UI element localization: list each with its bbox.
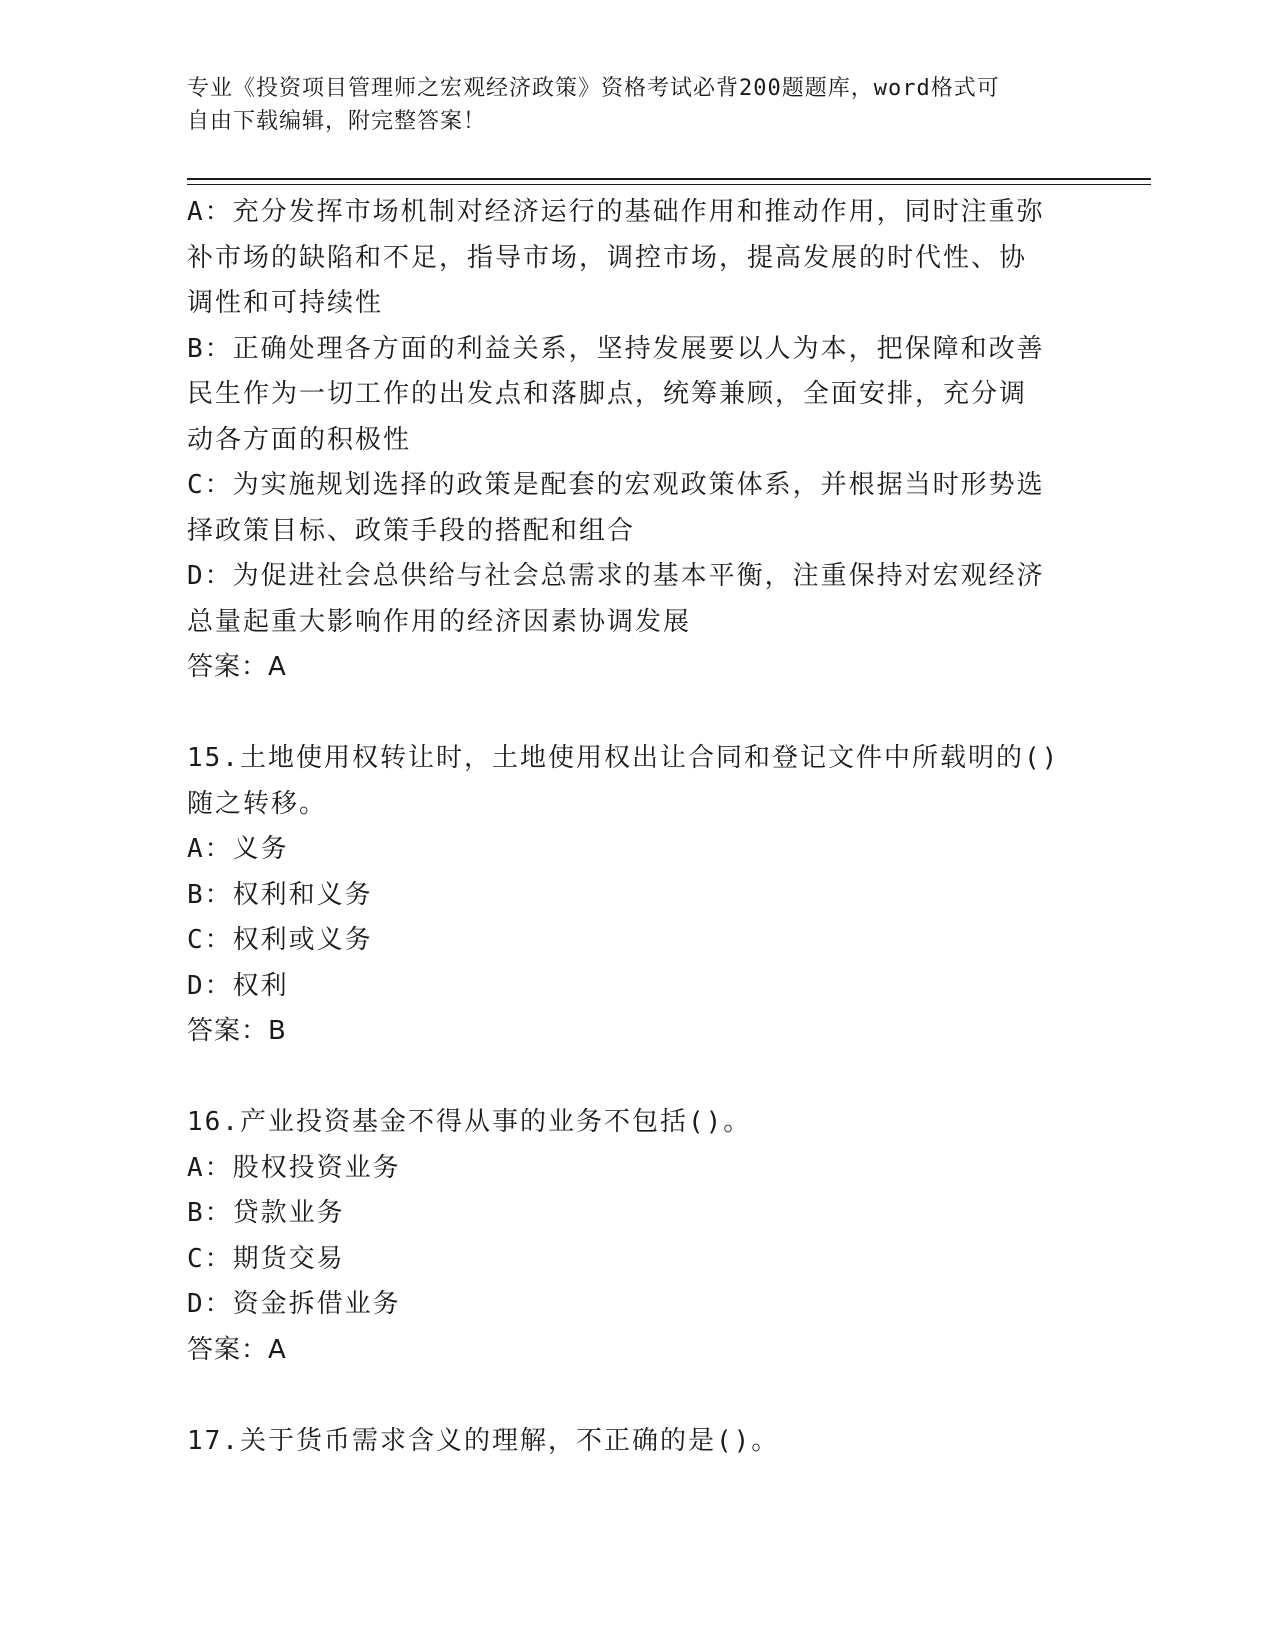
option-d: D：资金拆借业务 xyxy=(187,1289,401,1319)
option-a-line: 调性和可持续性 xyxy=(187,288,384,318)
question-stem-line: 随之转移。 xyxy=(187,788,328,819)
question-spacer xyxy=(187,1055,1067,1101)
option-c: C：权利或义务 xyxy=(187,925,373,955)
question-stem: 16.产业投资基金不得从事的业务不包括()。 xyxy=(187,1107,752,1137)
option-a: A：股权投资业务 xyxy=(187,1152,401,1183)
option-b: B：贷款业务 xyxy=(187,1198,345,1228)
answer-line: 答案：A xyxy=(187,1334,287,1365)
question-spacer xyxy=(187,1373,1067,1419)
question-stem: 17.关于货币需求含义的理解，不正确的是()。 xyxy=(187,1425,780,1456)
question-14-continued xyxy=(187,190,1067,691)
option-b: B：权利和义务 xyxy=(187,879,373,910)
header-title-line-1: 专业《投资项目管理师之宏观经济政策》资格考试必背200题题库，word格式可 xyxy=(187,76,1000,101)
header-title-line-2: 自由下载编辑，附完整答案！ xyxy=(187,109,487,134)
option-a: A：义务 xyxy=(187,834,289,864)
option-c: C：期货交易 xyxy=(187,1243,345,1274)
option-c-line: C：为实施规划选择的政策是配套的宏观政策体系，并根据当时形势选 xyxy=(187,470,1045,500)
question-15 xyxy=(187,736,1067,1055)
header-divider-thin xyxy=(187,184,1151,185)
option-b-line: 民生作为一切工作的出发点和落脚点，统筹兼顾，全面安排，充分调 xyxy=(187,379,1028,409)
document-header xyxy=(187,72,1067,138)
question-list xyxy=(187,190,1067,1464)
option-b-line: 动各方面的积极性 xyxy=(187,424,412,455)
answer-line: 答案：B xyxy=(187,1016,287,1046)
question-stem-line: 15.土地使用权转让时，土地使用权出让合同和登记文件中所载明的() xyxy=(187,743,1060,773)
option-a-line: 补市场的缺陷和不足，指导市场，调控市场，提高发展的时代性、协 xyxy=(187,242,1028,273)
option-b-line: B：正确处理各方面的利益关系，坚持发展要以人为本，把保障和改善 xyxy=(187,333,1045,364)
option-d: D：权利 xyxy=(187,970,289,1001)
option-d-line: D：为促进社会总供给与社会总需求的基本平衡，注重保持对宏观经济 xyxy=(187,561,1045,591)
option-a-line: A：充分发挥市场机制对经济运行的基础作用和推动作用，同时注重弥 xyxy=(187,197,1045,227)
question-16 xyxy=(187,1100,1067,1373)
question-17 xyxy=(187,1419,1067,1465)
question-spacer xyxy=(187,691,1067,737)
option-d-line: 总量起重大影响作用的经济因素协调发展 xyxy=(187,606,692,637)
header-divider-thick xyxy=(187,178,1151,180)
option-c-line: 择政策目标、政策手段的搭配和组合 xyxy=(187,515,636,546)
answer-line: 答案：A xyxy=(187,652,287,682)
